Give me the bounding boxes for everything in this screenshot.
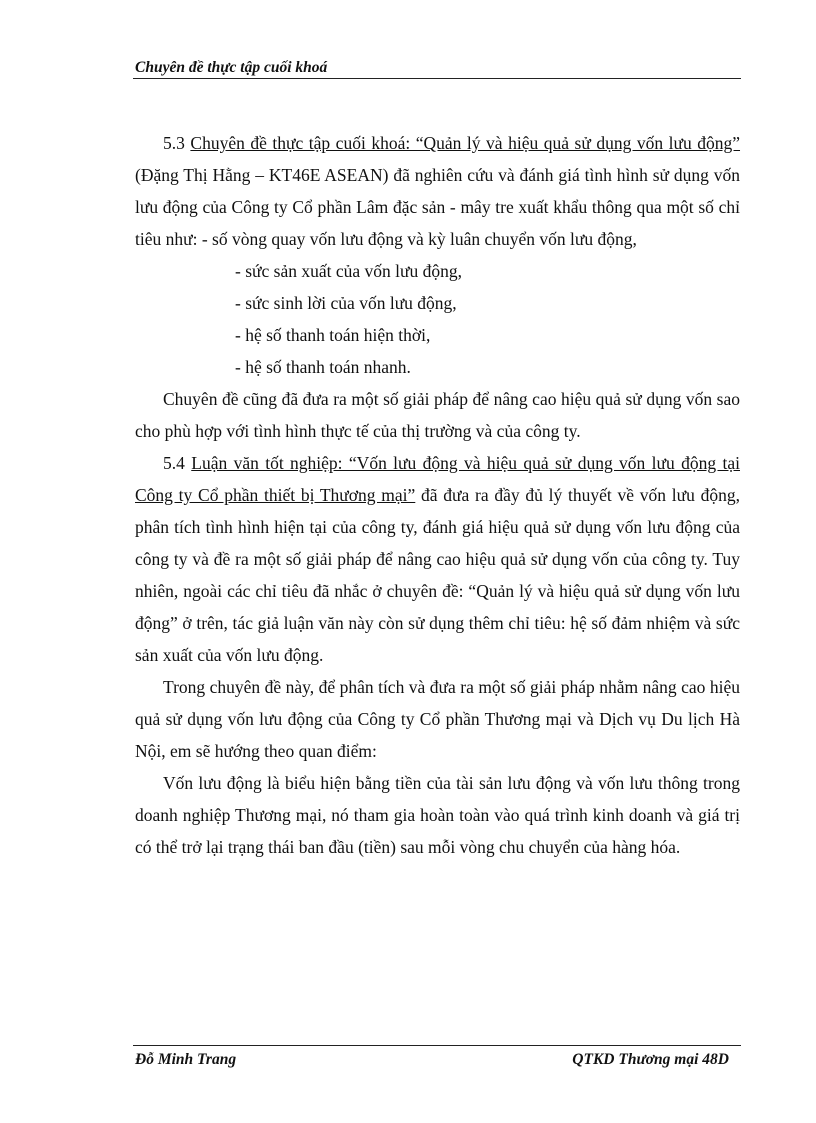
indicator-list: [135, 255, 740, 383]
list-item: - hệ số thanh toán hiện thời,: [235, 325, 431, 345]
section-5-3-number: 5.3: [163, 133, 191, 153]
definition-paragraph: Vốn lưu động là biểu hiện bằng tiền của tài sản lưu động và vốn lưu thông trong doanh nghiệp Thương mại, nó tham gia hoàn toàn vào quá trình kinh doanh và giá trị có thể trở lại trạng thái ban đầu (tiền) sau mỗi vòng chu chuyển của hàng hóa.: [135, 773, 740, 857]
page-header: [133, 56, 741, 79]
section-5-4-text: đã đưa ra đầy đủ lý thuyết về vốn lưu động, phân tích tình hình hiện tại của công ty, đánh giá hiệu quả sử dụng vốn lưu động của công ty và đề ra một số giải pháp để nâng cao hiệu quả sử dụng vốn của công ty. Tuy nhiên, ngoài các chỉ tiêu đã nhắc ở chuyên đề: “Quản lý và hiệu quả sử dụng vốn lưu động” ở trên, tác giả luận văn này còn sử dụng thêm chỉ tiêu: hệ số đảm nhiệm và sức sản xuất của vốn lưu động.: [135, 485, 740, 665]
list-item: - hệ số thanh toán nhanh.: [235, 357, 411, 377]
section-5-4: [135, 447, 740, 671]
approach-paragraph: Trong chuyên đề này, để phân tích và đưa ra một số giải pháp nhằm nâng cao hiệu quả sử dụng vốn lưu động của Công ty Cổ phần Thương mại và Dịch vụ Du lịch Hà Nội, em sẽ hướng theo quan điểm:: [135, 677, 740, 761]
solutions-paragraph: Chuyên đề cũng đã đưa ra một số giải pháp để nâng cao hiệu quả sử dụng vốn sao cho phù hợp với tình hình thực tế của thị trường và của công ty.: [135, 389, 740, 441]
page-footer: [133, 1045, 741, 1068]
section-5-4-number: 5.4: [163, 453, 192, 473]
section-5-3-title: Chuyên đề thực tập cuối khoá: “Quản lý và hiệu quả sử dụng vốn lưu động”: [190, 133, 741, 153]
footer-author: Đỗ Minh Trang: [135, 1051, 237, 1068]
footer-course: QTKD Thương mại 48D: [572, 1051, 729, 1068]
header-title: Chuyên đề thực tập cuối khoá: [135, 59, 328, 76]
list-item: - sức sinh lời của vốn lưu động,: [235, 293, 457, 313]
section-5-4-title: Luận văn tốt nghiệp: “Vốn lưu động và hiệu quả sử dụng vốn lưu động tại Công ty Cổ phần thiết bị Thương mại”: [135, 453, 740, 505]
section-5-3-text: (Đặng Thị Hằng – KT46E ASEAN) đã nghiên cứu và đánh giá tình hình sử dụng vốn lưu động của Công ty Cổ phần Lâm đặc sản - mây tre xuất khẩu thông qua một số chỉ tiêu như: - số vòng quay vốn lưu động và kỳ luân chuyển vốn lưu động,: [135, 165, 740, 249]
list-item: - sức sản xuất của vốn lưu động,: [235, 261, 462, 281]
document-body: [135, 127, 740, 863]
section-5-3: [135, 127, 740, 255]
